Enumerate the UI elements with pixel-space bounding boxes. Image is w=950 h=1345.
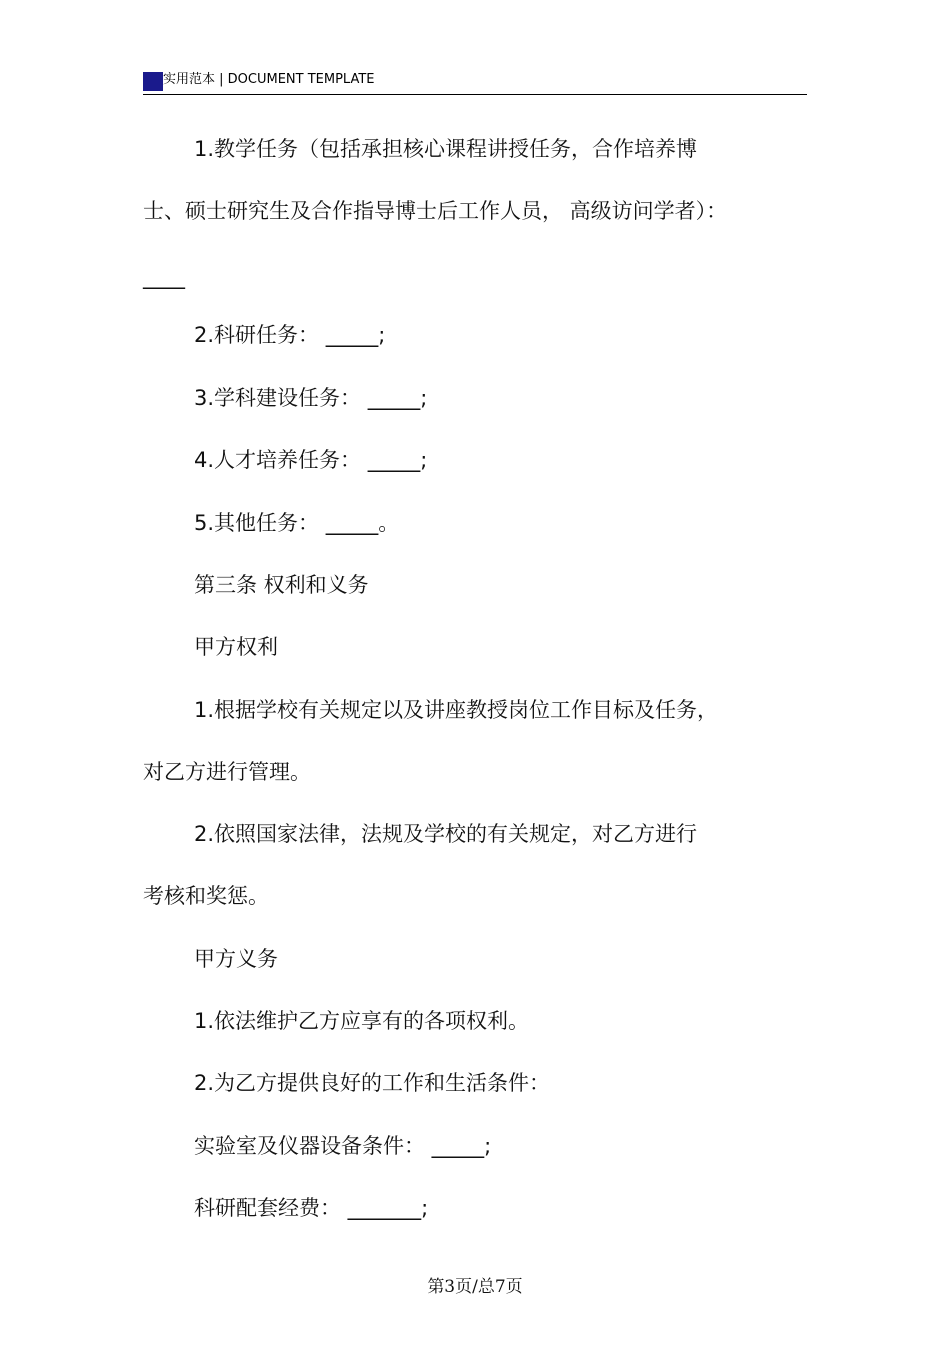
- right-1-line2: 对乙方进行管理。: [143, 760, 311, 784]
- task-teaching-line1: 1.教学任务（包括承担核心课程讲授任务，合作培养博: [194, 137, 698, 161]
- header-title: 实用范本 | DOCUMENT TEMPLATE: [163, 72, 375, 87]
- task-other: 5.其他任务： _____。: [194, 511, 400, 535]
- lab-equipment-conditions: 实验室及仪器设备条件： _____;: [194, 1134, 492, 1158]
- task-discipline: 3.学科建设任务： _____;: [194, 386, 428, 410]
- task-teaching-line2: 士、硕士研究生及合作指导博士后工作人员， 高级访问学者）：: [143, 199, 728, 223]
- right-1-line1: 1.根据学校有关规定以及讲座教授岗位工作目标及任务，: [194, 698, 719, 722]
- duty-2: 2.为乙方提供良好的工作和生活条件：: [194, 1071, 551, 1095]
- right-2-line1: 2.依照国家法律，法规及学校的有关规定，对乙方进行: [194, 822, 698, 846]
- document-header: [143, 68, 807, 95]
- task-research: 2.科研任务： _____;: [194, 323, 386, 347]
- party-a-duties-heading: 甲方义务: [194, 947, 278, 971]
- right-2-line2: 考核和奖惩。: [143, 884, 269, 908]
- duty-1: 1.依法维护乙方应享有的各项权利。: [194, 1009, 530, 1033]
- task-talent: 4.人才培养任务： _____;: [194, 448, 428, 472]
- task-teaching-blank: ____: [143, 265, 185, 289]
- article-three-heading: 第三条 权利和义务: [194, 573, 369, 597]
- party-a-rights-heading: 甲方权利: [194, 635, 278, 659]
- template-logo-icon: [143, 72, 163, 91]
- page-number: 第3页/总7页: [427, 1277, 523, 1297]
- research-funding: 科研配套经费： _______;: [194, 1196, 429, 1220]
